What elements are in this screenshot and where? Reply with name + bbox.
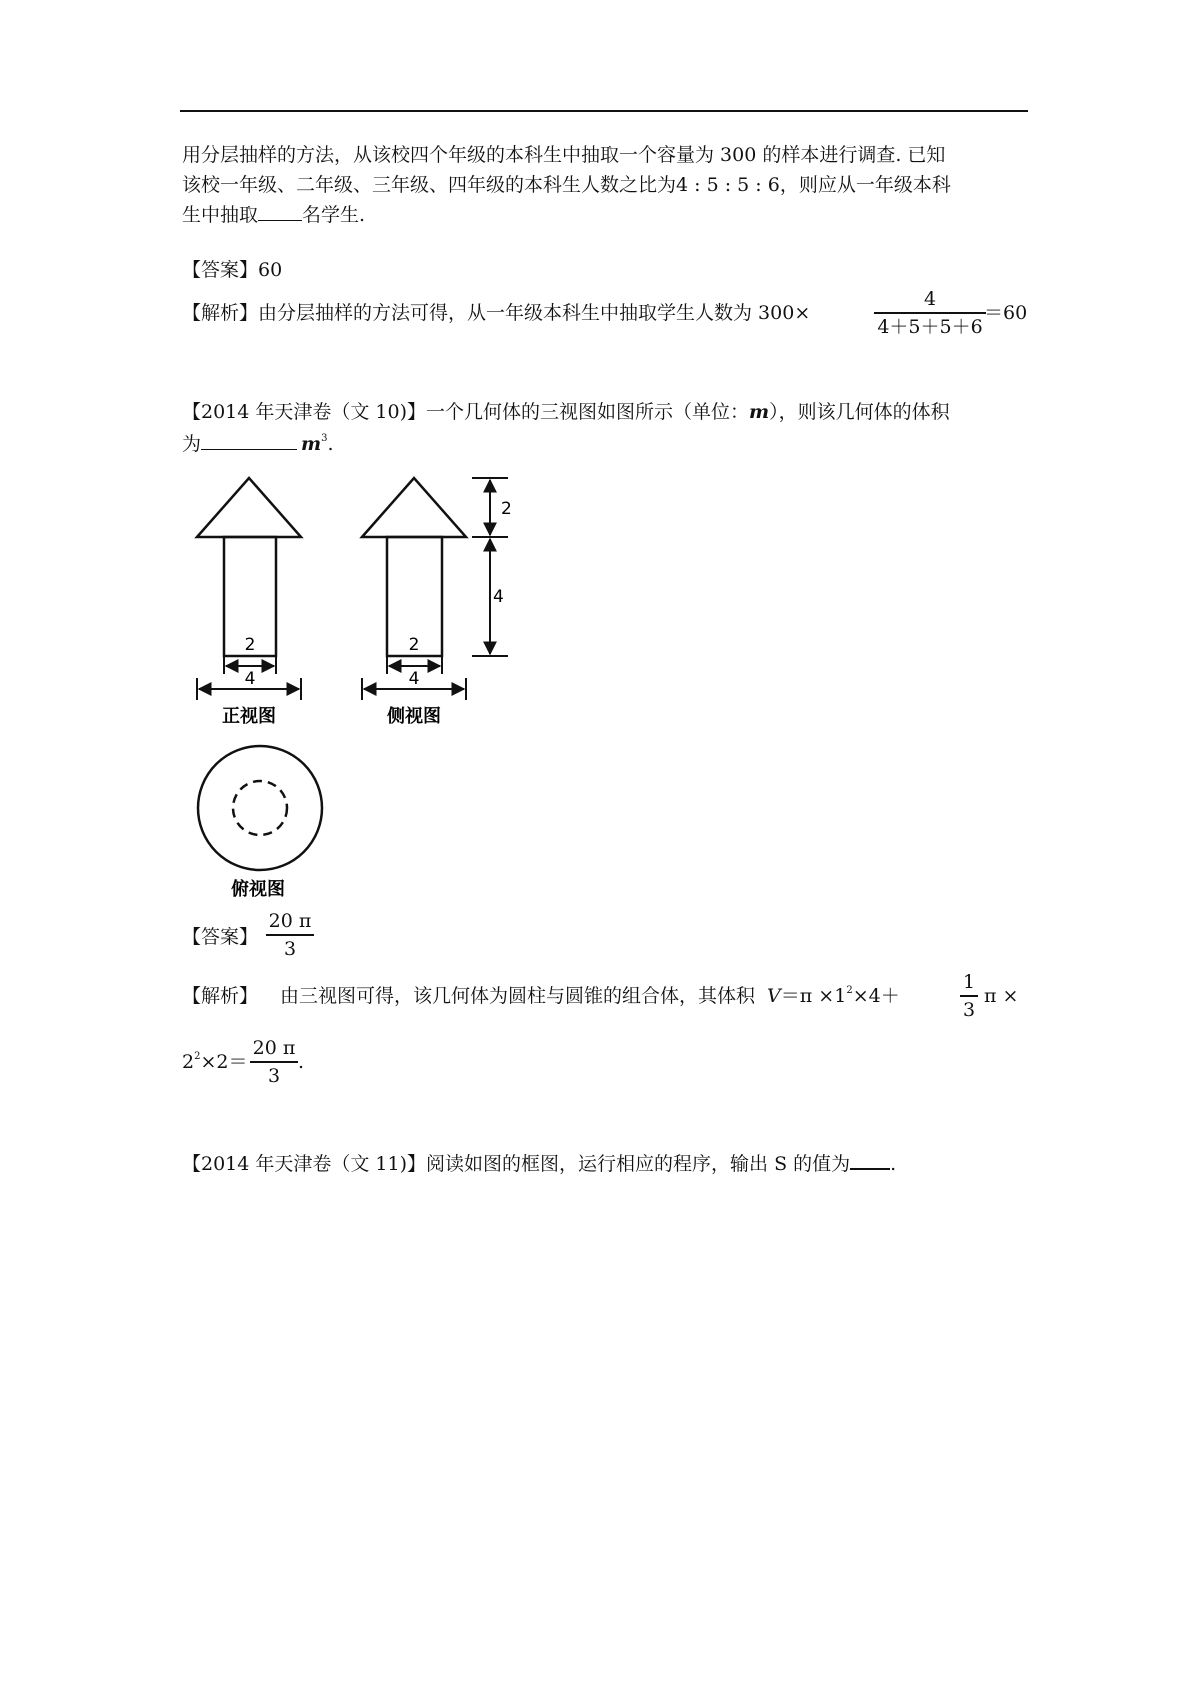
p2-result-bar	[250, 1061, 298, 1063]
p1-answer	[182, 261, 282, 280]
p2-unit-2: m	[301, 433, 322, 455]
cone-height-label: 2	[501, 499, 512, 519]
front-dim-outer: 4	[244, 669, 256, 689]
p2-exponent: 2	[846, 985, 853, 996]
p3-text-end: .	[890, 1153, 897, 1175]
p1-result: ＝60	[984, 302, 1028, 324]
front-view-label: 正视图	[222, 706, 276, 727]
p2-line2-text: 为	[182, 433, 202, 455]
p1-analysis-text: 由分层抽样的方法可得，从一年级本科生中抽取学生人数为 300×	[258, 302, 811, 324]
p2-third-num: 1	[962, 971, 976, 993]
p3-text: 【2014 年天津卷（文 11)】阅读如图的框图，运行相应的程序，输出 S 的值为	[182, 1153, 851, 1175]
p2-result-den: 3	[267, 1064, 281, 1087]
analysis-label: 【解析】	[182, 302, 259, 324]
p1-line3-end: 名学生.	[302, 204, 366, 226]
p2-answer-num: 20 π	[268, 910, 312, 932]
analysis-label: 【解析】	[182, 985, 259, 1007]
cylinder-height-label: 4	[493, 587, 504, 607]
p2-analysis-line1	[182, 987, 900, 1006]
p1-frac-bar	[874, 312, 986, 314]
p1-answer-blank	[258, 220, 302, 221]
front-view	[197, 478, 301, 727]
p2-result-fraction	[250, 1039, 298, 1086]
top-outer-circle	[198, 746, 322, 870]
p2-formula-part: 2	[182, 1051, 195, 1073]
side-dim-inner: 2	[408, 635, 420, 655]
p1-line2	[182, 176, 951, 195]
p2-answer-label: 【答案】	[182, 926, 259, 948]
p1-analysis	[182, 304, 810, 323]
p2-line2-end: .	[327, 433, 334, 455]
front-cone-outline	[197, 478, 301, 537]
p2-volume-symbol: V	[767, 985, 781, 1007]
p2-third-bar	[960, 995, 978, 997]
header-rule	[180, 110, 1028, 112]
p1-fraction	[874, 290, 986, 337]
p2-formula-part: ×4＋	[852, 985, 900, 1007]
answer-label: 【答案】	[182, 259, 259, 281]
p3-line1	[182, 1155, 896, 1174]
top-inner-dashed-circle	[233, 781, 287, 835]
side-view	[362, 478, 512, 727]
p2-answer-blank	[201, 449, 297, 450]
p2-answer-den: 3	[283, 937, 297, 960]
p1-line1: 用分层抽样的方法，从该校四个年级的本科生中抽取一个容量为 300 的样本进行调查. 已知	[182, 144, 946, 166]
p2-line1-text: 【2014 年天津卷（文 10)】一个几何体的三视图如图所示（单位：	[182, 401, 750, 423]
front-dim-inner: 2	[244, 635, 256, 655]
p2-result-num: 20 π	[252, 1037, 296, 1059]
p2-line1-end: ），则该几何体的体积	[769, 401, 950, 423]
p2-exponent: 2	[194, 1051, 201, 1062]
p2-analysis-text: 由三视图可得，该几何体为圆柱与圆锥的组合体，其体积	[280, 985, 756, 1007]
p2-formula-end: .	[298, 1051, 305, 1073]
p1-answer-value: 60	[258, 259, 283, 281]
p2-formula-pi: π ×	[984, 985, 1019, 1007]
p1-line2-end: ，则应从一年级本科	[779, 174, 951, 196]
p2-unit-exp: 3	[321, 433, 328, 444]
three-view-figure	[190, 470, 530, 910]
p2-answer-fraction	[266, 912, 314, 959]
p2-line1	[182, 403, 950, 422]
p2-analysis-line2	[182, 1053, 247, 1072]
p3-answer-blank	[850, 1168, 890, 1170]
p2-third-den: 3	[962, 998, 976, 1021]
top-view-label: 俯视图	[231, 879, 285, 900]
p2-formula-part: ＝π ×1	[780, 985, 847, 1007]
side-dim-outer: 4	[408, 669, 420, 689]
p2-third-fraction	[960, 973, 978, 1020]
p1-ratio: 4 : 5 : 5 : 6	[676, 174, 780, 196]
p2-line2	[182, 435, 334, 454]
p1-line3	[182, 206, 365, 225]
side-view-label: 侧视图	[387, 706, 441, 727]
p2-unit: m	[749, 401, 770, 423]
p2-answer-bar	[266, 934, 314, 936]
p1-frac-num: 4	[923, 288, 937, 310]
p1-line2-text: 该校一年级、二年级、三年级、四年级的本科生人数之比为	[182, 174, 677, 196]
p1-frac-den: 4＋5＋5＋6	[877, 315, 983, 338]
p2-formula-part: ×2＝	[200, 1051, 248, 1073]
top-view	[198, 746, 322, 900]
p1-line3-text: 生中抽取	[182, 204, 259, 226]
side-cone-outline	[362, 478, 466, 537]
